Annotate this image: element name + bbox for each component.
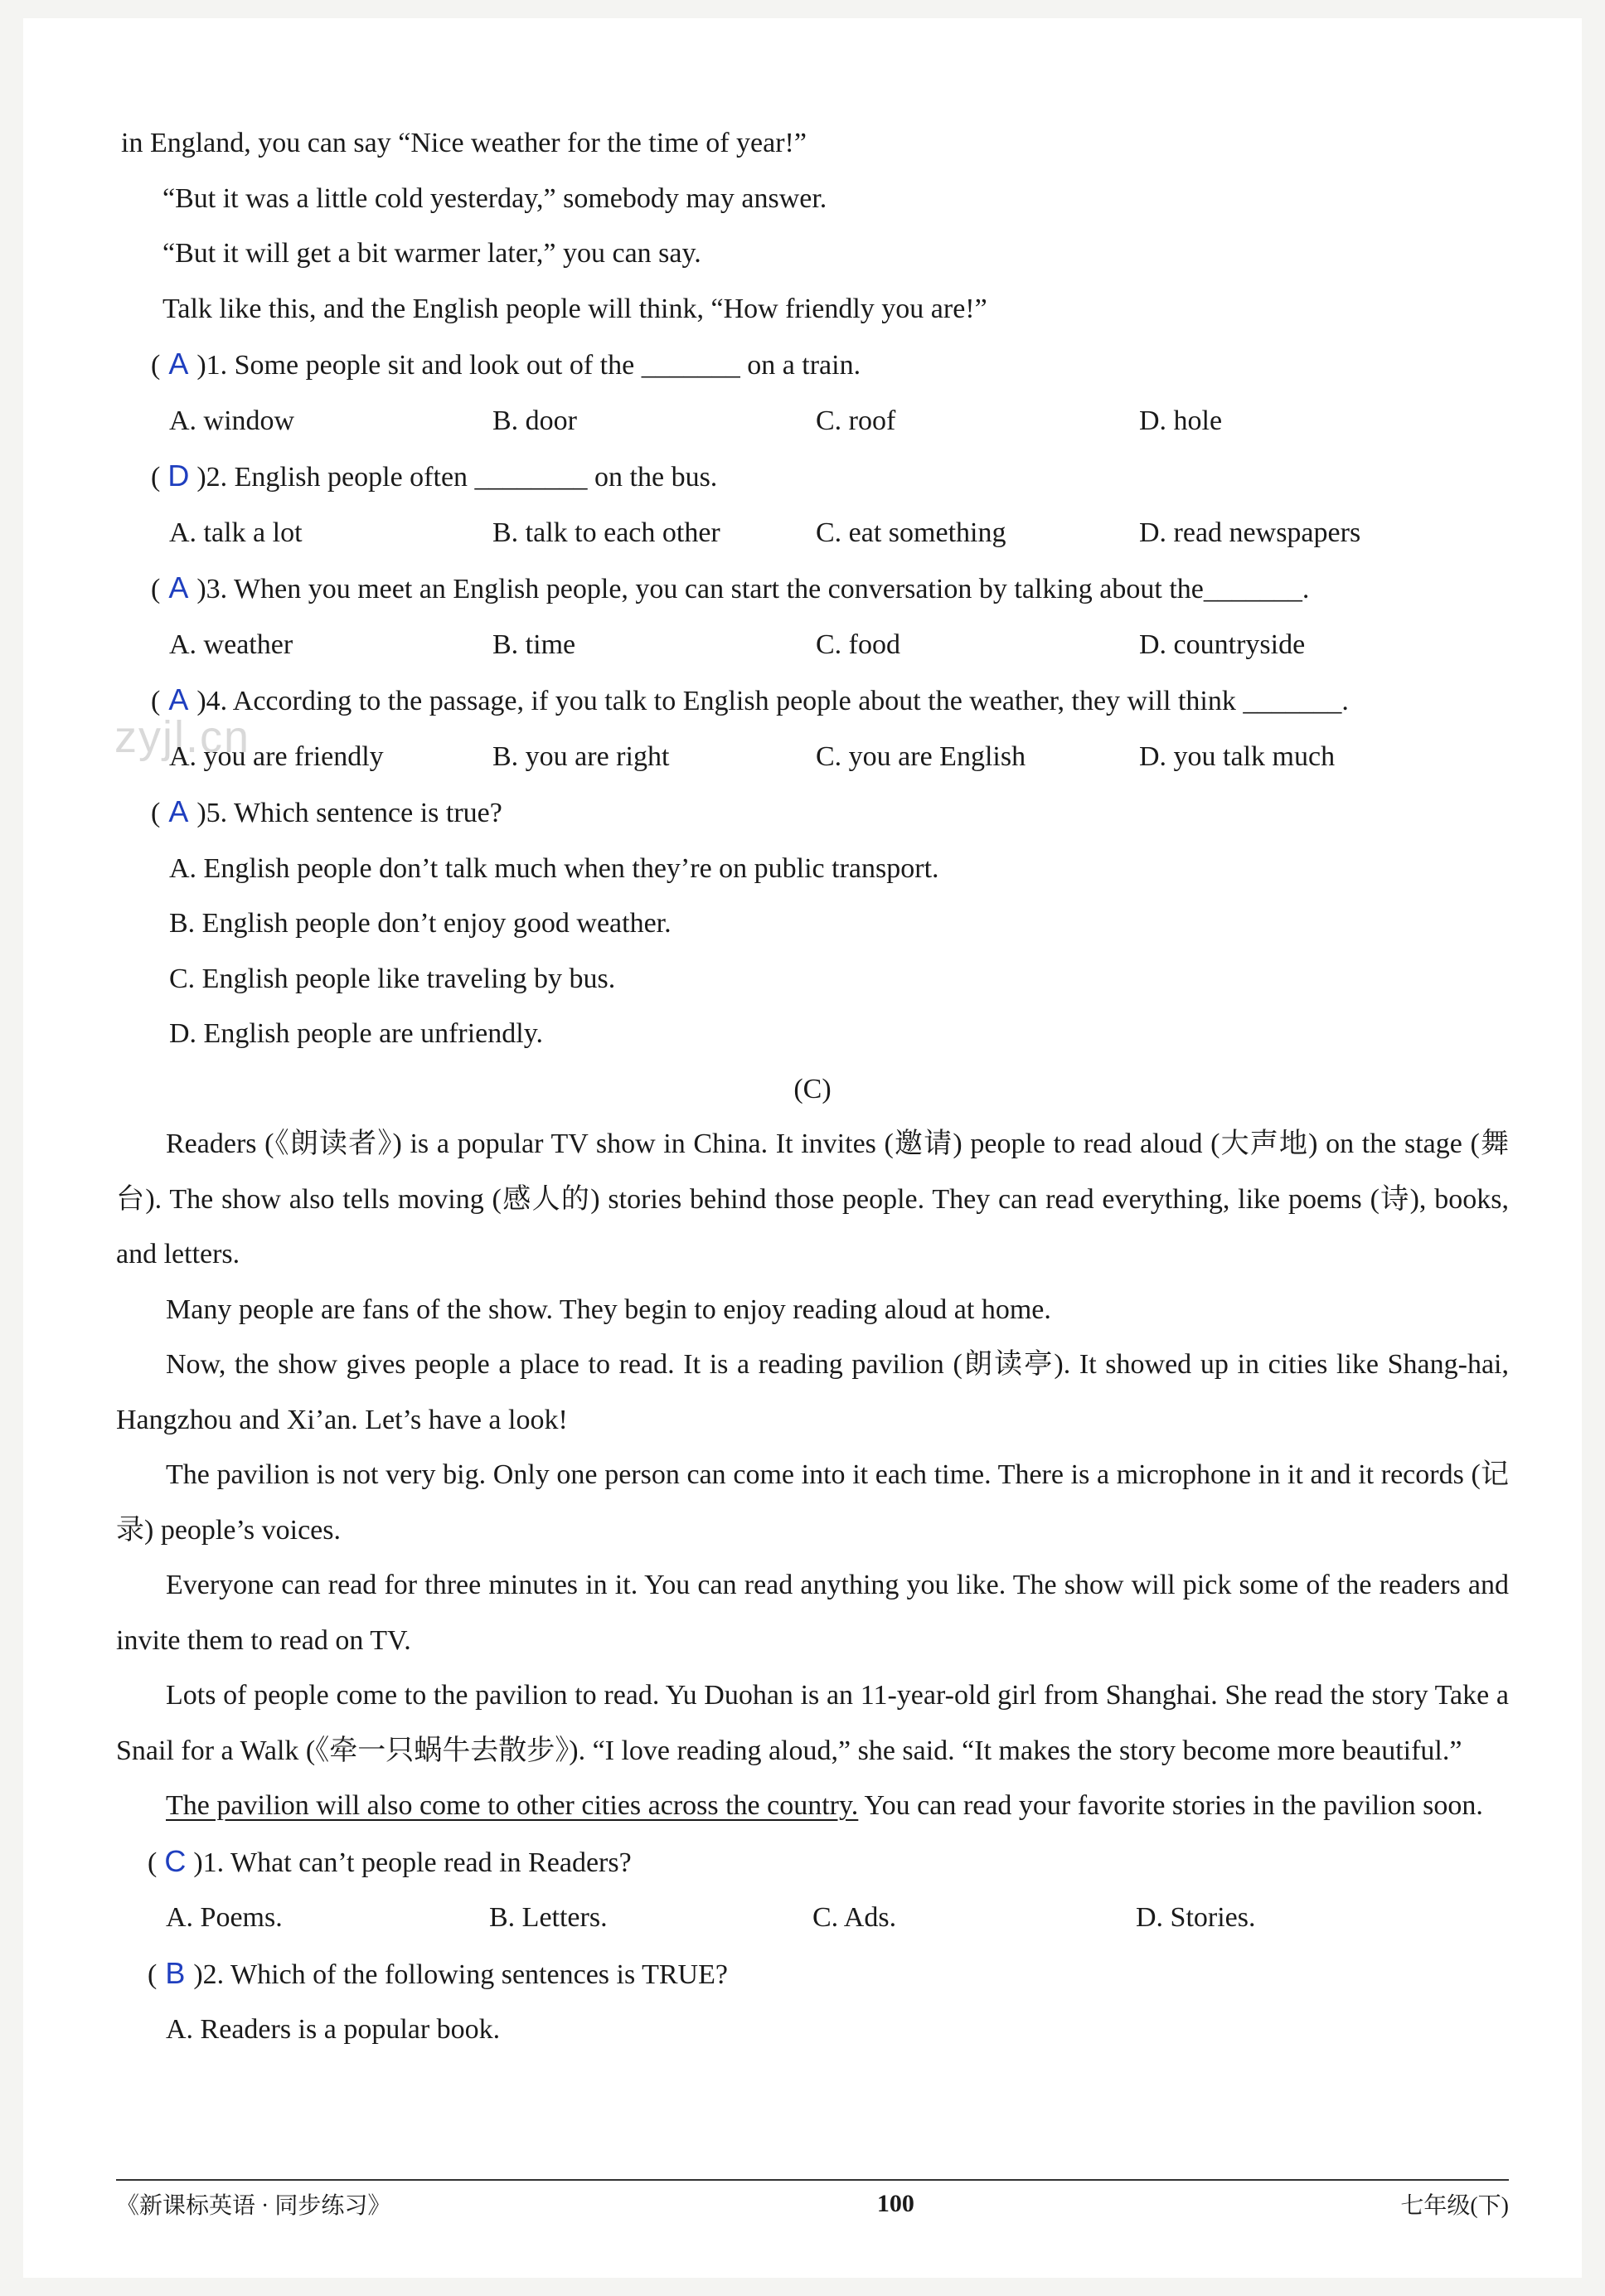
answer-mark: D: [167, 459, 190, 493]
passage-line: in England, you can say “Nice weather for the time of year!”: [121, 128, 807, 158]
question-text: )2. Which of the following sentences is TRUE?: [193, 1959, 728, 1990]
worksheet-content: [116, 116, 1509, 2058]
question-b3: ( A )3. When you meet an English people, you can start the conversation by talking about the_______.: [116, 561, 1509, 618]
question-text: )5. Which sentence is true?: [196, 798, 502, 828]
passage-paragraph-last: [116, 1779, 1509, 1834]
option-a: A. you are friendly: [169, 740, 384, 772]
question-b5: ( A )5. Which sentence is true?: [116, 784, 1509, 842]
option-c: C. food: [816, 629, 900, 660]
option-b: B. you are right: [492, 740, 670, 772]
option-a: A. Poems.: [166, 1902, 283, 1933]
option-c: C. English people like traveling by bus.: [169, 963, 616, 994]
passage-line: “But it will get a bit warmer later,” you can say.: [162, 238, 701, 269]
option-d: D. Stories.: [1136, 1902, 1256, 1933]
option-c: C. you are English: [816, 740, 1026, 772]
option-a: A. weather: [169, 629, 293, 660]
watermark: zyjl.cn: [114, 712, 251, 762]
grade-label: 七年级(下): [1400, 2193, 1509, 2219]
question-text: )1. What can’t people read in Readers?: [193, 1847, 632, 1878]
passage-paragraph: Everyone can read for three minutes in it. You can read anything you like. The show will pick some of the readers and invite them to read on TV.: [116, 1570, 1509, 1656]
passage-line: “But it was a little cold yesterday,” somebody may answer.: [162, 182, 827, 214]
option-a: A. talk a lot: [169, 517, 303, 548]
section-heading: (C): [793, 1073, 832, 1104]
option-b: B. Letters.: [489, 1902, 608, 1933]
answer-mark: A: [168, 570, 189, 604]
question-b4: ( A )4. According to the passage, if you talk to English people about the weather, they will think _______.: [116, 672, 1509, 730]
option-b: B. talk to each other: [492, 517, 720, 548]
answer-mark: B: [165, 1955, 186, 1990]
passage-line: Talk like this, and the English people will think, “How friendly you are!”: [162, 293, 987, 324]
option-b: B. door: [492, 405, 577, 436]
page-footer: [116, 2187, 1509, 2221]
option-d: D. you talk much: [1139, 740, 1336, 772]
question-text: )2. English people often ________ on the bus.: [196, 462, 718, 493]
footer-divider: [116, 2179, 1509, 2181]
option-c: C. Ads.: [812, 1902, 897, 1933]
options-row: [116, 730, 1509, 785]
answer-mark: A: [168, 682, 189, 716]
option-b: B. English people don’t enjoy good weather.: [169, 908, 672, 939]
option-a: A. window: [169, 405, 295, 436]
question-c1: ( C )1. What can’t people read in Readers?: [116, 1834, 1509, 1891]
page-number: 100: [876, 2190, 914, 2217]
book-title: 《新课标英语 · 同步练习》: [116, 2193, 391, 2219]
question-b2: ( D )2. English people often ________ on the bus.: [116, 449, 1509, 506]
option-c: C. roof: [816, 405, 896, 436]
option-d: D. read newspapers: [1139, 517, 1361, 548]
option-d: D. hole: [1139, 405, 1223, 436]
question-text: )1. Some people sit and look out of the _______ on a train.: [196, 350, 861, 381]
passage-paragraph: Many people are fans of the show. They begin to enjoy reading aloud at home.: [166, 1294, 1051, 1325]
answer-mark: C: [164, 1843, 187, 1878]
passage-paragraph: Lots of people come to the pavilion to read. Yu Duohan is an 11-year-old girl from Shanghai. She read the story Take a Snail for a Walk (《牵一只蜗牛去散步》). “I love reading aloud,” she said. “It makes the story become more beautiful.”: [116, 1680, 1509, 1766]
question-b1: ( A )1. Some people sit and look out of the _______ on a train.: [116, 337, 1509, 394]
answer-mark: A: [168, 347, 189, 381]
underlined-sentence: The pavilion will also come to other cities across the country.: [166, 1790, 859, 1821]
options-row: [116, 618, 1509, 673]
answer-mark: A: [168, 794, 189, 828]
options-row: [116, 506, 1509, 561]
passage-paragraph: Now, the show gives people a place to read. It is a reading pavilion (朗读亭). It showed up in cities like Shang-hai, Hangzhou and Xi’an. Let’s have a look!: [116, 1349, 1509, 1435]
option-b: B. time: [492, 629, 576, 660]
option-d: D. English people are unfriendly.: [169, 1018, 543, 1049]
question-text: )3. When you meet an English people, you can start the conversation by talking about the_______.: [196, 574, 1310, 604]
passage-paragraph: Readers (《朗读者》) is a popular TV show in China. It invites (邀请) people to read aloud (大声地) on the stage (舞台). The show also tells moving (感人的) stories behind those people. They can read everything, like poems (诗), books, and letters.: [116, 1129, 1509, 1269]
question-c2: ( B )2. Which of the following sentences is TRUE?: [116, 1946, 1509, 2003]
options-row: [116, 1891, 1509, 1946]
sentence-rest: You can read your favorite stories in the pavilion soon.: [858, 1790, 1483, 1821]
passage-paragraph: The pavilion is not very big. Only one person can come into it each time. There is a microphone in it and it records (记录) people’s voices.: [116, 1459, 1509, 1546]
option-a: A. Readers is a popular book.: [166, 2014, 501, 2045]
option-d: D. countryside: [1139, 629, 1306, 660]
question-text: )4. According to the passage, if you talk to English people about the weather, they will think _______.: [196, 686, 1349, 716]
option-a: A. English people don’t talk much when they’re on public transport.: [169, 852, 939, 884]
option-c: C. eat something: [816, 517, 1006, 548]
options-row: [116, 394, 1509, 449]
